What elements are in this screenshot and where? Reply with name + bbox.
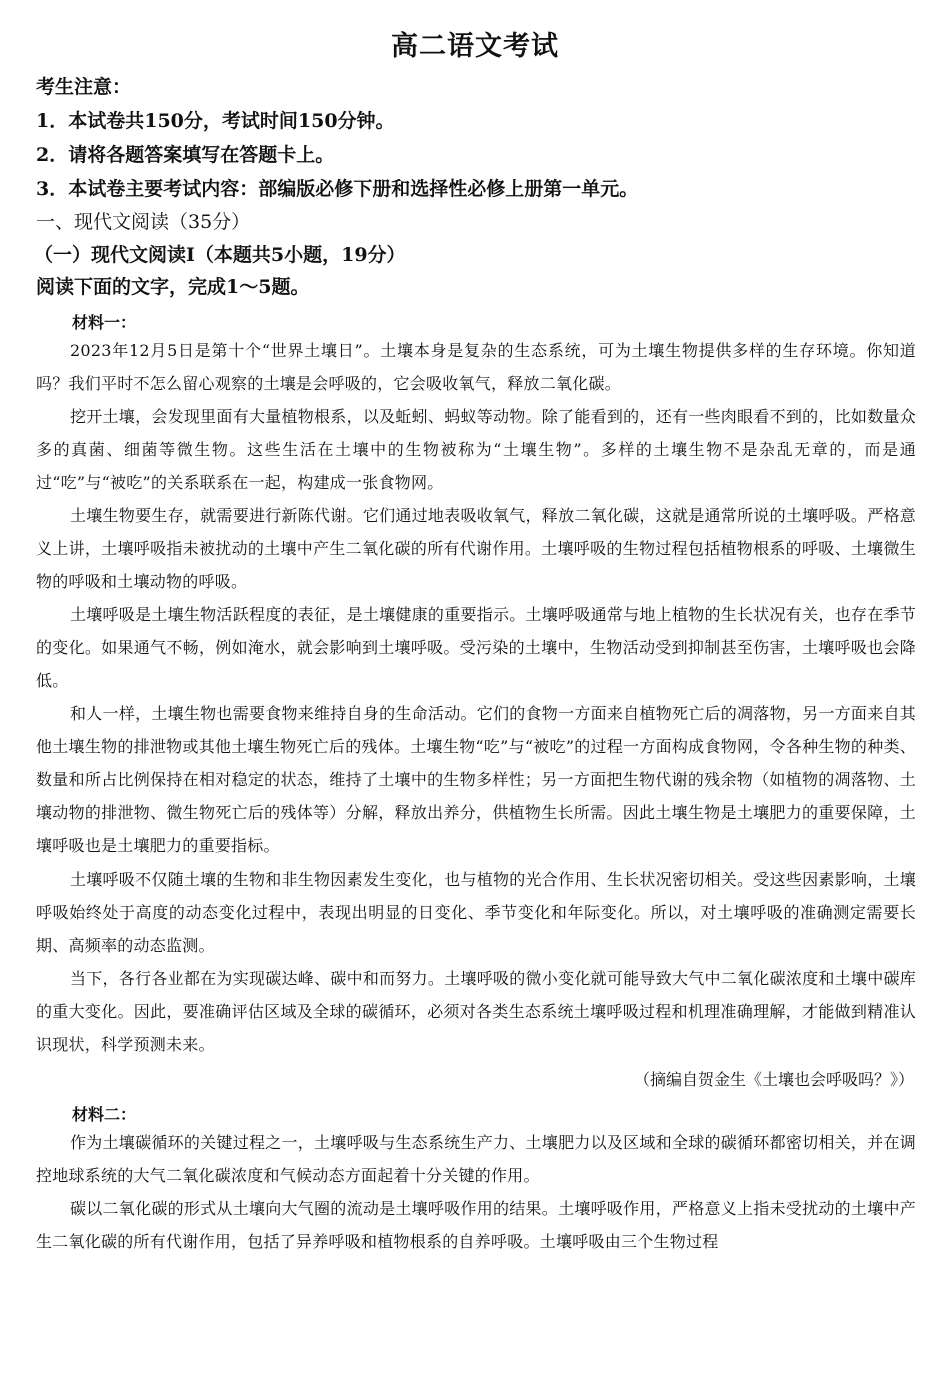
- material-1-paragraph: 和人一样，土壤生物也需要食物来维持自身的生命活动。它们的食物一方面来自植物死亡后的凋落物，另一方面来自其他土壤生物的排泄物或其他土壤生物死亡后的残体。土壤生物“吃”与“被吃”的过程一方面构成食物网，令各种生物的种类、数量和所占比例保持在相对稳定的状态，维持了土壤中的生物多样性；另一方面把生物代谢的残余物（如植物的凋落物、土壤动物的排泄物、微生物死亡后的残体等）分解，释放出养分，供植物生长所需。因此土壤生物是土壤肥力的重要保障，土壤呼吸也是土壤肥力的重要指标。: [36, 704, 916, 855]
- material-1-source: （摘编自贺金生《土壤也会呼吸吗？》）: [633, 1070, 914, 1089]
- notice-item-3: 3．本试卷主要考试内容：部编版必修下册和选择性必修上册第一单元。: [36, 178, 639, 200]
- material-1-paragraph: 挖开土壤，会发现里面有大量植物根系，以及蚯蚓、蚂蚁等动物。除了能看到的，还有一些肉眼看不到的，比如数量众多的真菌、细菌等微生物。这些生活在土壤中的生物被称为“土壤生物”。多样的土壤生物不是杂乱无章的，而是通过“吃”与“被吃”的关系联系在一起，构建成一张食物网。: [36, 407, 916, 492]
- material-1-paragraph: 土壤呼吸是土壤生物活跃程度的表征，是土壤健康的重要指示。土壤呼吸通常与地上植物的生长状况有关，也存在季节的变化。如果通气不畅，例如淹水，就会影响到土壤呼吸。受污染的土壤中，生物活动受到抑制甚至伤害，土壤呼吸也会降低。: [36, 605, 916, 690]
- section-subtitle: （一）现代文阅读I（本题共5小题，19分）: [34, 244, 406, 266]
- material-1-paragraph: 土壤呼吸不仅随土壤的生物和非生物因素发生变化，也与植物的光合作用、生长状况密切相关。受这些因素影响，土壤呼吸始终处于高度的动态变化过程中，表现出明显的日变化、季节变化和年际变化。所以，对土壤呼吸的准确测定需要长期、高频率的动态监测。: [36, 870, 916, 955]
- notice-item-2: 2．请将各题答案填写在答题卡上。: [36, 144, 335, 166]
- section-title: 一、现代文阅读（35分）: [36, 211, 251, 233]
- material-2-heading: 材料二：: [72, 1105, 137, 1124]
- material-1-heading: 材料一：: [72, 313, 137, 332]
- exam-title: 高二语文考试: [391, 31, 559, 62]
- material-1-paragraph: 土壤生物要生存，就需要进行新陈代谢。它们通过地表吸收氧气，释放二氧化碳，这就是通常所说的土壤呼吸。严格意义上讲，土壤呼吸指未被扰动的土壤中产生二氧化碳的所有代谢作用。土壤呼吸的生物过程包括植物根系的呼吸、土壤微生物的呼吸和土壤动物的呼吸。: [36, 506, 916, 591]
- notice-item-1: 1．本试卷共150分，考试时间150分钟。: [36, 110, 395, 132]
- material-2-paragraph: 碳以二氧化碳的形式从土壤向大气圈的流动是土壤呼吸作用的结果。土壤呼吸作用，严格意义上指未受扰动的土壤中产生二氧化碳的所有代谢作用，包括了异养呼吸和植物根系的自养呼吸。土壤呼吸由三个生物过程: [36, 1199, 916, 1251]
- material-1-paragraph: 2023年12月5日是第十个“世界土壤日”。土壤本身是复杂的生态系统，可为土壤生物提供多样的生存环境。你知道吗？我们平时不怎么留心观察的土壤是会呼吸的，它会吸收氧气，释放二氧化碳。: [36, 341, 916, 393]
- notice-heading: 考生注意：: [36, 76, 132, 98]
- material-2-paragraph: 作为土壤碳循环的关键过程之一，土壤呼吸与生态系统生产力、土壤肥力以及区域和全球的碳循环都密切相关，并在调控地球系统的大气二氧化碳浓度和气候动态方面起着十分关键的作用。: [36, 1133, 916, 1185]
- material-1-paragraph: 当下，各行各业都在为实现碳达峰、碳中和而努力。土壤呼吸的微小变化就可能导致大气中二氧化碳浓度和土壤中碳库的重大变化。因此，要准确评估区域及全球的碳循环，必须对各类生态系统土壤呼吸过程和机理准确理解，才能做到精准认识现状，科学预测未来。: [36, 969, 916, 1054]
- reading-instruction: 阅读下面的文字，完成1～5题。: [36, 276, 310, 298]
